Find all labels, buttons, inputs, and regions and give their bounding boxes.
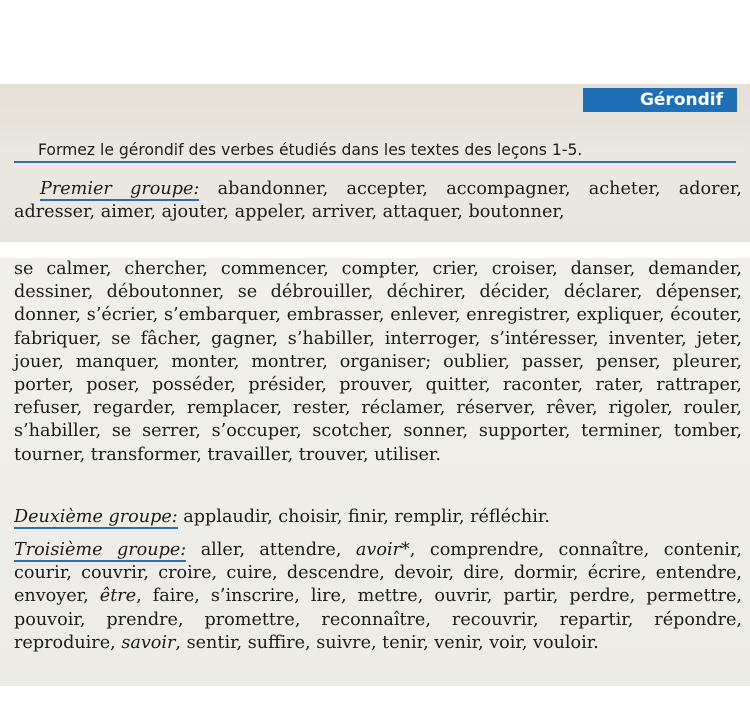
third-group-paragraph — [14, 539, 742, 655]
page-fragment-bottom — [0, 258, 750, 686]
first-group-heading: Premier groupe: — [40, 179, 200, 199]
third-group-verbs-c: , faire, s’inscrire, lire, mettre, ouvrir, partir, perdre, permettre, pouvoir, prendre, promettre, reconnaître, recouvrir, repartir, répondre, reproduire, — [14, 586, 743, 653]
second-group-verbs: applaudir, choisir, finir, remplir, réfléchir. — [183, 507, 550, 527]
third-group-verbs-b: , comprendre, connaître, contenir, courir, couvrir, croire, cuire, descendre, devoir, dire, dormir, écrire, entendre, envoyer, — [14, 540, 743, 607]
third-group-avoir: avoir* — [355, 540, 410, 560]
third-group-etre: être — [99, 586, 137, 607]
page-fragment-top — [0, 84, 750, 242]
first-group-paragraph-start — [14, 178, 742, 224]
instruction-divider — [14, 161, 736, 163]
first-group-paragraph-continued — [14, 258, 742, 467]
third-group-savoir: savoir — [121, 632, 176, 653]
third-group-heading: Troisième groupe: — [14, 540, 187, 560]
first-group-verbs-part1: abandonner, accepter, accompagner, acheter, adorer, adresser, aimer, ajouter, appeler, arriver, attaquer, boutonner, — [14, 179, 742, 223]
third-group-verbs-d: , sentir, suffire, suivre, tenir, venir, voir, vouloir. — [175, 632, 599, 653]
second-group-paragraph — [14, 506, 742, 529]
first-group-verbs-part2: se calmer, chercher, commencer, compter, crier, croiser, danser, demander, dessiner, déboutonner, se débrouiller, déchirer, décider, déclarer, dépenser, donner, s’écrier, s’embarquer, embrasser, enlever, enregistrer, expliquer, écouter, fabriquer, se fâcher, gagner, s’habiller, interroger, s’intéresser, inventer, jeter, jouer, manquer, monter, montrer, organiser; oublier, passer, penser, pleurer, porter, poser, posséder, présider, prouver, quitter, raconter, rater, rattraper, refuser, regarder, remplacer, rester, réclamer, réserver, rêver, rigoler, rouler, s’habiller, se serrer, s’occuper, scotcher, sonner, supporter, terminer, tomber, tourner, transformer, travailler, trouver, utiliser. — [14, 259, 742, 465]
third-group-verbs-a: aller, attendre, — [200, 540, 342, 560]
second-group-heading: Deuxième groupe: — [14, 507, 178, 527]
section-badge: Gérondif — [583, 88, 737, 112]
exercise-instruction: Formez le gérondif des verbes étudiés dans les textes des leçons 1-5. — [38, 141, 583, 159]
